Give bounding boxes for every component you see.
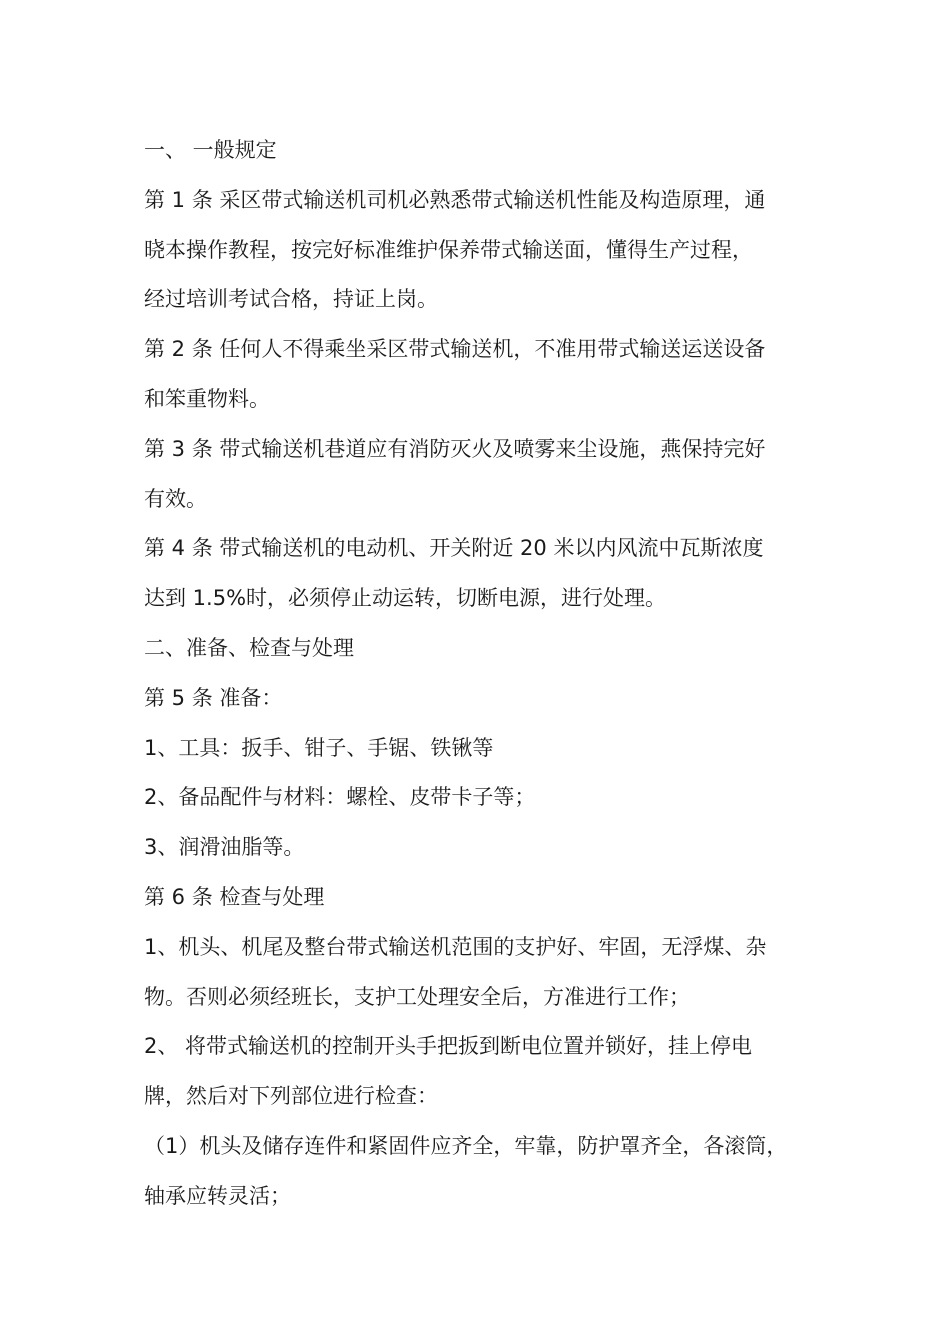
list-item-spare-parts: 2、备品配件与材料：螺栓、皮带卡子等； (144, 785, 536, 810)
list-item-lubricants: 3、润滑油脂等。 (144, 835, 305, 860)
article-6-item-2-line-1: 2、 将带式输送机的控制开头手把扳到断电位置并锁好，挂上停电 (144, 1034, 753, 1059)
document-body (144, 126, 834, 1222)
article-5-heading: 第 5 条 准备： (144, 685, 283, 710)
article-1-line-2: 晓本操作教程，按完好标准维护保养带式输送面，懂得生产过程， (144, 237, 753, 262)
article-1-line-1: 第 1 条 采区带式输送机司机必熟悉带式输送机性能及构造原理，通 (144, 187, 766, 212)
article-6-item-2-line-2: 牌，然后对下列部位进行检查： (144, 1084, 438, 1109)
section-heading-preparation: 二、准备、检查与处理 (144, 635, 354, 660)
article-1-line-3: 经过培训考试合格，持证上岗。 (144, 287, 438, 312)
article-3-line-2: 有效。 (144, 486, 207, 511)
article-2-line-2: 和笨重物料。 (144, 386, 270, 411)
article-6-heading: 第 6 条 检查与处理 (144, 884, 325, 909)
article-2-line-1: 第 2 条 任何人不得乘坐采区带式输送机，不准用带式输送运送设备 (144, 337, 766, 362)
list-item-tools: 1、工具：扳手、钳子、手锯、铁锹等 (144, 735, 494, 760)
article-6-item-1-line-2: 物。否则必须经班长，支护工处理安全后，方准进行工作； (144, 984, 690, 1009)
section-heading-general: 一、 一般规定 (144, 138, 277, 162)
article-3-line-1: 第 3 条 带式输送机巷道应有消防灭火及喷雾来尘设施，燕保持完好 (144, 436, 766, 461)
sub-item-1-line-2: 轴承应转灵活； (144, 1183, 291, 1208)
article-6-item-1-line-1: 1、机头、机尾及整台带式输送机范围的支护好、牢固，无浮煤、杂 (144, 934, 767, 959)
article-4-line-2: 达到 1.5%时，必须停止动运转，切断电源，进行处理。 (144, 586, 667, 611)
sub-item-1-line-1: （1）机头及储存连件和紧固件应齐全，牢靠，防护罩齐全，各滚筒， (144, 1133, 788, 1158)
article-4-line-1: 第 4 条 带式输送机的电动机、开关附近 20 米以内风流中瓦斯浓度 (144, 536, 764, 561)
